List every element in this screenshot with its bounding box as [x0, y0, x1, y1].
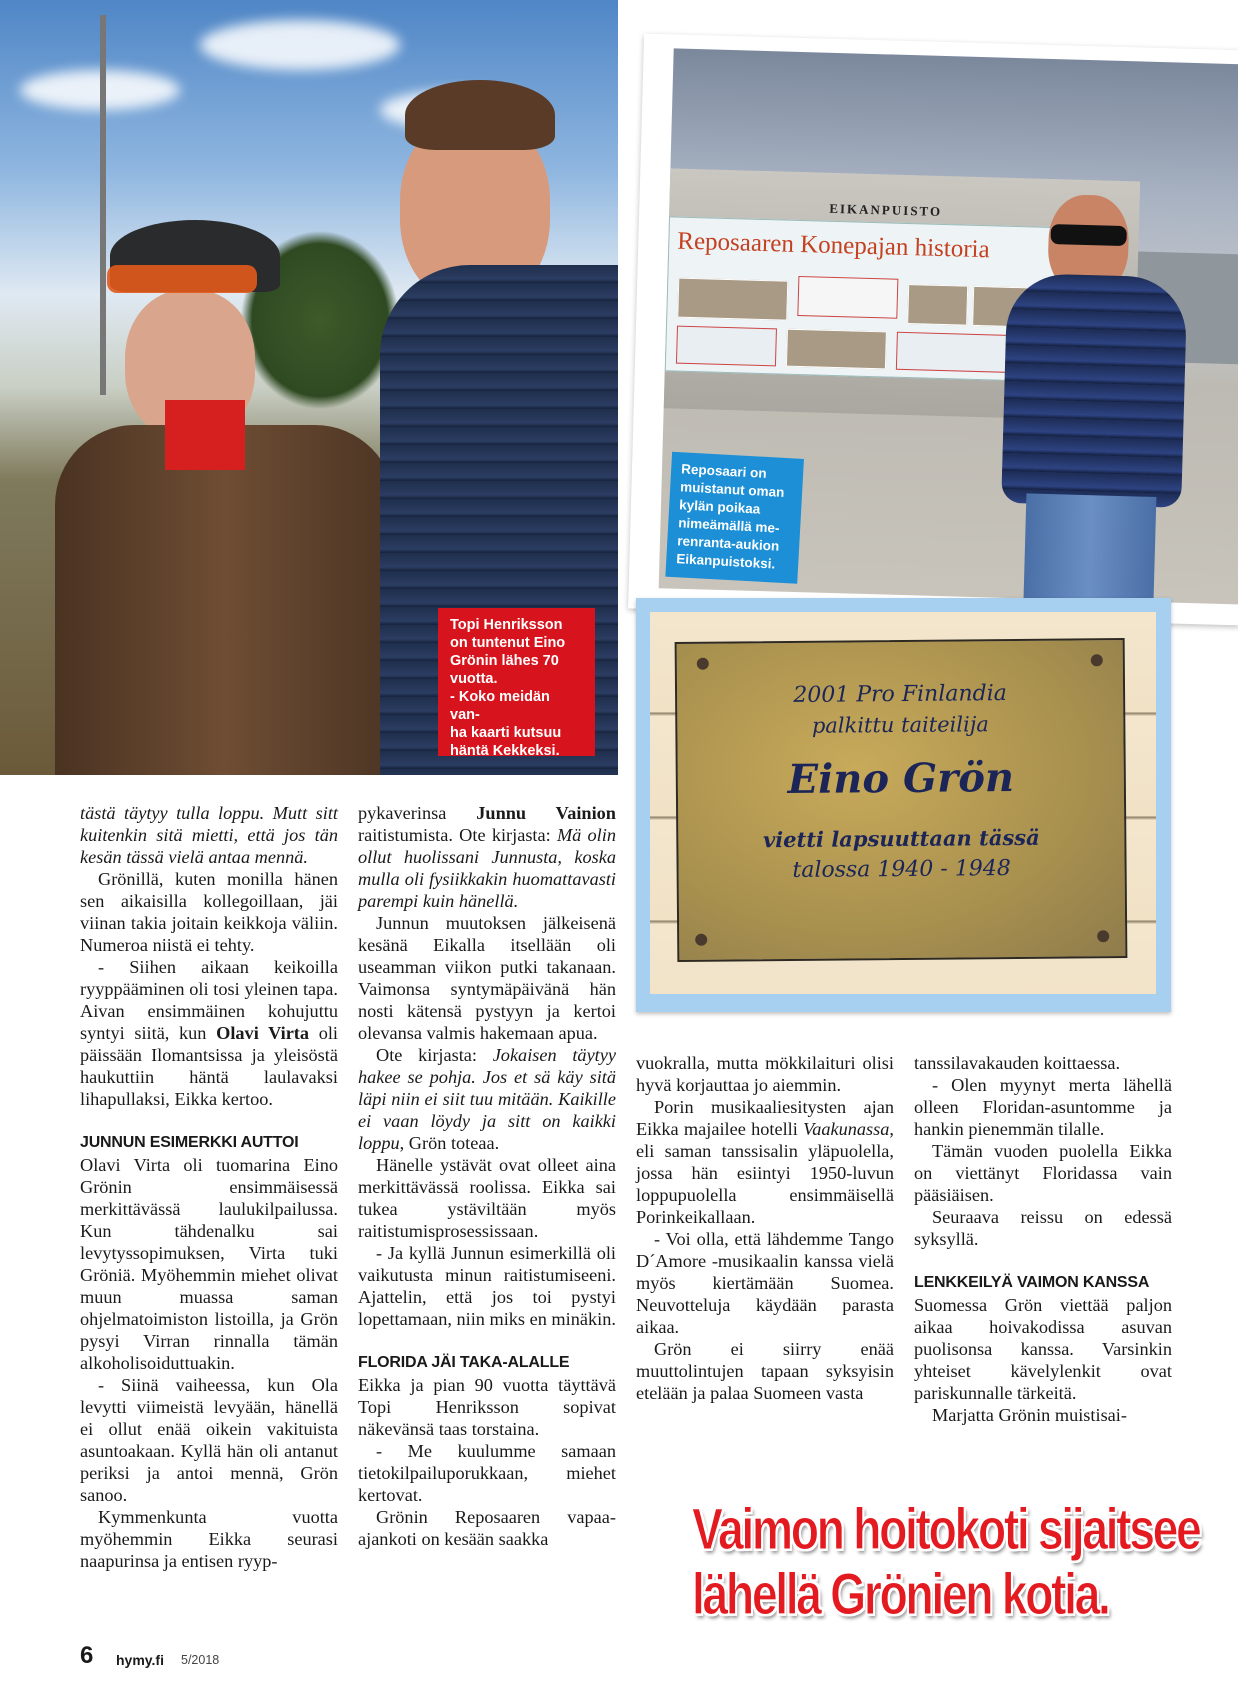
plaque-line: 2001 Pro Finlandia: [793, 681, 1007, 708]
text: pykaverinsa: [358, 803, 477, 823]
article-column-2: [358, 802, 616, 1550]
pull-quote-line-2: lähellä Grönien kotia.: [692, 1562, 1109, 1627]
text: - Voi olla, että lähdemme Tango D´Amore -musikaalin kanssa vielä myös kiertämään Suomea. Neuvotteluja käydään parasta aikaa.: [636, 1229, 894, 1337]
text: vuokralla, mutta mökkilaituri olisi hyvä korjauttaa jo aiemmin.: [636, 1053, 894, 1095]
article-column-1: [80, 802, 338, 1572]
paragraph: [358, 1242, 616, 1330]
paragraph: [636, 1338, 894, 1404]
text: Tämän vuoden puolella Eikka on viettänyt Floridassa vain pääsiäisen.: [914, 1141, 1172, 1205]
caption-line: vuotta.: [450, 671, 498, 687]
section-heading: JUNNUN ESIMERKKI AUTTOI: [80, 1134, 299, 1151]
paragraph: [358, 1044, 616, 1154]
page-number: 6: [80, 1642, 94, 1669]
text: - Me kuulumme samaan tietokilpailuporukkaan, miehet kertovat.: [358, 1441, 616, 1505]
book-quote: Vaakunassa: [803, 1119, 890, 1139]
text: Eikka ja pian 90 vuotta täyttävä Topi Henriksson sopivat näkevänsä taas torstaina.: [358, 1375, 616, 1439]
paragraph: [358, 1506, 616, 1550]
photo-gron-and-henriksson: [0, 0, 618, 775]
paragraph: [914, 1404, 1172, 1426]
paragraph: [358, 1374, 616, 1440]
text: tanssilavakauden koittaessa.: [914, 1053, 1121, 1073]
caption-line: - Koko meidän van-: [450, 689, 550, 723]
text: - Ja kyllä Junnun esimerkillä oli vaikutusta minun raitistumiseeni. Ajattelin, että jos toi pystyi lopettamaan, niin miks en minäkin.: [358, 1243, 616, 1329]
article-column-3: [636, 1052, 894, 1404]
text: Suomessa Grön viettää paljon aikaa hoivakodissa asuvan puolisonsa kanssa. Varsinkin yhteiset kävelylenkit ovat pariskunnalle tärkeitä.: [914, 1295, 1172, 1403]
paragraph: [80, 868, 338, 956]
caption-line: muistanut oman: [679, 479, 785, 500]
caption-line: on tuntenut Eino: [450, 635, 566, 651]
text: Hänelle ystävät ovat olleet aina merkittävässä roolissa. Eikka sai tukea ystäviltään myös raitistumisprosessissaan.: [358, 1155, 616, 1241]
sign-eikanpuisto: EIKANPUISTO: [829, 200, 943, 219]
article-column-4: [914, 1052, 1172, 1426]
text: raitistumista. Ote kirjasta:: [358, 825, 557, 845]
photo-eikanpuisto: [628, 34, 1238, 626]
text: - Siinä vaiheessa, kun Ola levytti viimeistä levyään, hänellä ei ollut enää oikein vakituista asuntoakaan. Kyllä hän oli antanut periksi ja antoi mennä, Grön sanoo.: [80, 1375, 338, 1505]
bold-name: Olavi Virta: [216, 1023, 310, 1043]
paragraph: [80, 956, 338, 1110]
paragraph: [636, 1228, 894, 1338]
paragraph: [358, 1154, 616, 1242]
bold-name: Junnu Vainion: [476, 803, 616, 823]
paragraph: [914, 1074, 1172, 1140]
caption-line: häntä Kekkeksi.: [450, 743, 560, 759]
text: , Grön toteaa.: [399, 1133, 500, 1153]
plaque-line: vietti lapsuuttaan tässä: [762, 824, 1040, 853]
plaque-name: Eino Grön: [787, 754, 1015, 803]
photo-caption-red: [438, 608, 595, 759]
paragraph: [80, 1374, 338, 1506]
paragraph: [80, 1154, 338, 1374]
paragraph: [358, 912, 616, 1044]
caption-line: Eikanpuistoksi.: [675, 551, 776, 572]
paragraph: [358, 1440, 616, 1506]
text: Kymmenkunta vuotta myöhemmin Eikka seurasi naapurinsa ja entisen ryyp-: [80, 1507, 338, 1571]
caption-line: Reposaari on: [680, 461, 768, 481]
book-quote: Mä olin ollut huolissani Junnusta, koska mulla oli fysiikkakin huomattavasti parempi kuin hänellä.: [358, 825, 616, 911]
text: Ote kirjasta:: [376, 1045, 493, 1065]
paragraph: [358, 802, 616, 912]
section-heading: LENKKEILYÄ VAIMON KANSSA: [914, 1274, 1150, 1291]
photo-caption-blue: [665, 452, 804, 584]
paragraph: [636, 1052, 894, 1096]
plaque-line: palkittu taiteilija: [811, 712, 989, 738]
pull-quote-line-1: Vaimon hoitokoti sijaitsee: [692, 1497, 1200, 1562]
board-title: Reposaaren Konepajan historia: [676, 227, 991, 264]
text: Junnun muutoksen jälkeisenä kesänä Eikalla itsellään oli useamman viikon putki takanaan. Vaimonsa syntymäpäivänä hän nosti kätensä pystyyn ja kertoi olevansa valmis hakemaan apua.: [358, 913, 616, 1043]
text: Marjatta Grönin muistisai-: [932, 1405, 1127, 1425]
text: , eli saman tanssisalin yläpuolella, jossa hän esiintyi 1950-luvun loppupuolella ensimmäisellä Porinkeikallaan.: [636, 1119, 894, 1227]
memorial-plaque: [675, 638, 1128, 962]
caption-line: Grönin lähes 70: [450, 653, 559, 669]
paragraph: [914, 1052, 1172, 1074]
caption-line: nimeämällä me-: [677, 515, 780, 536]
text: Olavi Virta oli tuomarina Eino Grönin ensimmäisessä merkittävässä laulukilpailussa. Kun tähdenalku sai levytyssopimuksen, Virta tuki Gröniä. Myöhemmin miehet olivat muun muassa saman ohjelmatoimiston listoilla, ja Grön pysyi Virran rinnalla tämän alkoholisoiduttuakin.: [80, 1155, 338, 1373]
paragraph: [80, 1506, 338, 1572]
paragraph: [914, 1294, 1172, 1404]
man-in-leather-jacket: [55, 210, 415, 775]
plaque-line: talossa 1940 - 1948: [792, 856, 1011, 883]
paragraph: [80, 802, 338, 868]
caption-line: ha kaarti kutsuu: [450, 725, 562, 741]
book-quote: tästä täytyy tulla loppu. Mutt sitt kuitenkin sitä mietti, että jos tän kesän tässä vielä antaa mennä.: [80, 803, 338, 867]
section-heading: FLORIDA JÄI TAKA-ALALLE: [358, 1354, 570, 1371]
gron-standing: [988, 183, 1210, 605]
paragraph: [914, 1206, 1172, 1250]
text: Seuraava reissu on edessä syksyllä.: [914, 1207, 1172, 1249]
text: Grönin Reposaaren vapaa-ajankoti on kesään saakka: [358, 1507, 616, 1549]
caption-line: Topi Henriksson: [450, 617, 563, 633]
caption-line: kylän poikaa: [678, 497, 761, 517]
text: oli päissään Ilomantsissa ja yleisöstä haukuttiin häntä laulavaksi lihapullaksi, Eikka kertoo.: [80, 1023, 338, 1109]
text: Porin musikaaliesitysten ajan Eikka majailee hotelli: [636, 1097, 894, 1139]
paragraph: [914, 1140, 1172, 1206]
caption-line: renranta-aukion: [676, 533, 780, 554]
text: - Olen myynyt merta lähellä olleen Floridan-asuntomme ja hankin pienemmän tilalle.: [914, 1075, 1172, 1139]
text: Grön ei siirry enää muuttolintujen tapaan syksyisin etelään ja palaa Suomeen vasta: [636, 1339, 894, 1403]
book-quote: Jokaisen täytyy hakee se pohja. Jos et sä käy sitä läpi niin ei siit tuu mitään. Kaikille ei vaan löydy ja sitt on kaikki loppu: [358, 1045, 616, 1153]
issue-number: 5/2018: [181, 1653, 220, 1667]
paragraph: [636, 1096, 894, 1228]
photo-memorial-plaque: [636, 598, 1171, 1012]
text: - Siihen aikaan keikoilla ryyppääminen oli tosi yleinen tapa. Aivan ensimmäinen kohujuttu syntyi siitä, kun: [80, 957, 338, 1043]
magazine-site: hymy.fi: [116, 1652, 164, 1668]
text: Grönillä, kuten monilla hänen sen aikaisilla kollegoillaan, jäi viinan takia joitain keikkoja väliin. Numeroa niistä ei tehty.: [80, 869, 338, 955]
